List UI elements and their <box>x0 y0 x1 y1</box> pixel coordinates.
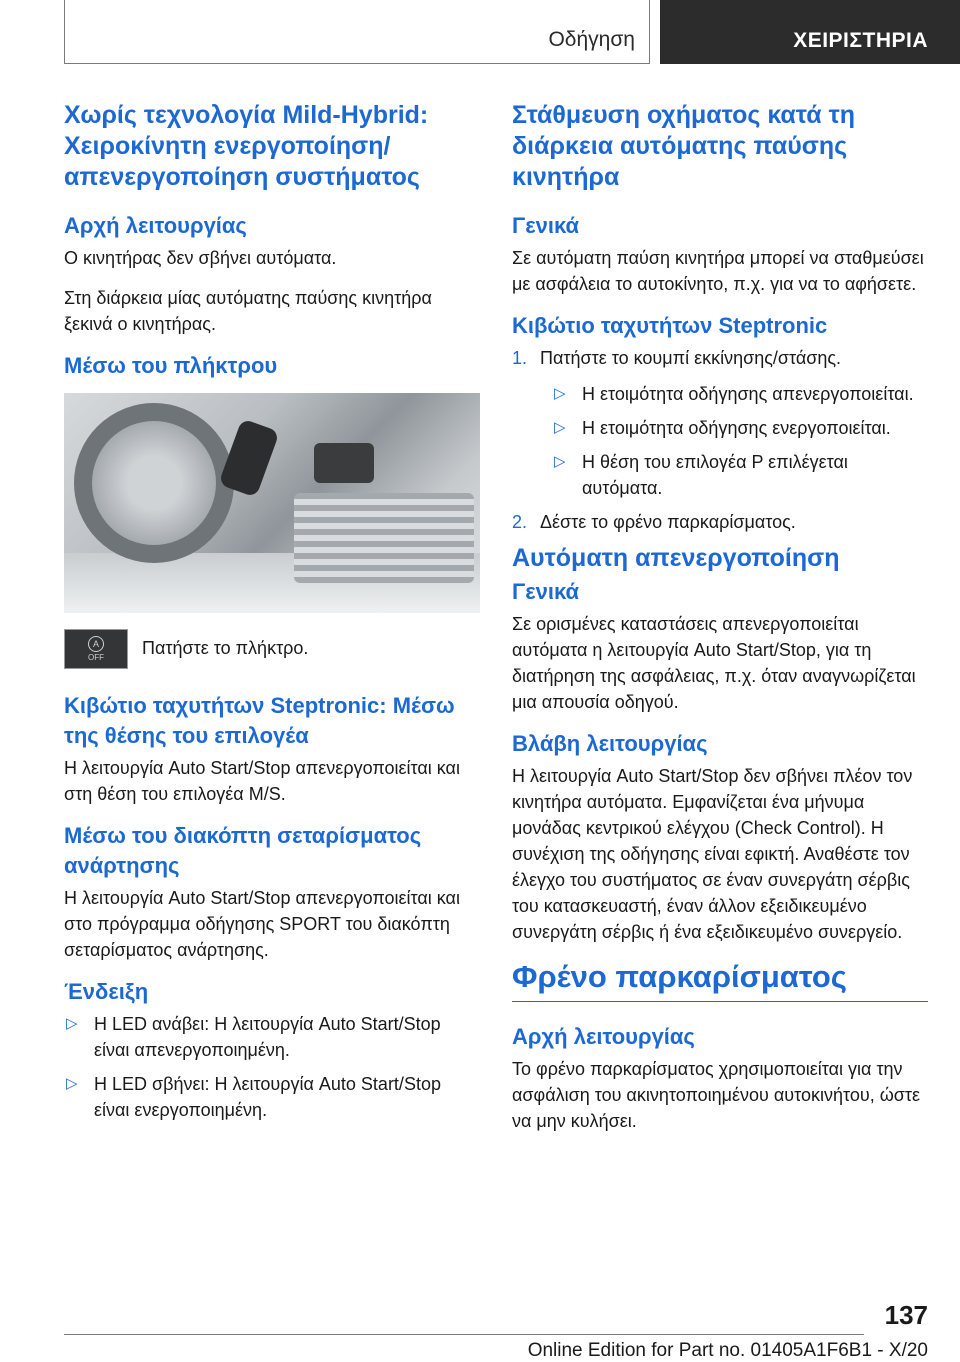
heading-steptronic: Κιβώτιο ταχυτήτων Steptronic: Μέσω της θέσης του επιλογέα <box>64 693 455 748</box>
page-number: 137 <box>884 1300 928 1330</box>
heading-auto-deactivation: Αυτόματη απενεργοποίηση <box>512 544 840 572</box>
paragraph: Σε αυτόματη παύση κινητήρα μπορεί να σταθμεύσει με ασφάλεια το αυτοκίνητο, π.χ. για να το αφήσετε. <box>512 248 924 294</box>
step-number: 1. <box>512 348 528 368</box>
chapter-tab <box>660 0 960 64</box>
list-item: ▷ Η ετοιμότητα οδήγησης ενεργοποιείται. <box>552 415 928 441</box>
photo-button <box>314 443 374 483</box>
triangle-bullet-icon: ▷ <box>554 385 566 402</box>
edition-text: Online Edition for Part no. 01405A1F6B1 - X/20 <box>527 1340 928 1361</box>
list-item: ▷ Η ετοιμότητα οδήγησης απενεργοποιείται. <box>552 381 928 407</box>
heading-switch: Μέσω του διακόπτη σεταρίσματος ανάρτησης <box>64 823 422 878</box>
photo-vent <box>294 493 474 583</box>
photo-steering-wheel <box>74 403 234 563</box>
section-rule <box>512 1001 928 1002</box>
indicator-list <box>64 1011 480 1123</box>
paragraph: Ο κινητήρας δεν σβήνει αυτόματα. <box>64 248 337 268</box>
list-item: ▷ Η LED σβήνει: Η λειτουργία Auto Start/Stop είναι ενεργοποιημένη. <box>64 1071 480 1123</box>
heading-steptronic: Κιβώτιο ταχυτήτων Steptronic <box>512 313 828 338</box>
paragraph: Η λειτουργία Auto Start/Stop απενεργοποιείται και στη θέση του επιλογέα M/S. <box>64 758 460 804</box>
heading-general: Γενικά <box>512 579 580 604</box>
a-circle-icon: A <box>88 636 104 652</box>
heading-indicator: Ένδειξη <box>64 979 149 1004</box>
heading-parking-brake: Φρένο παρκαρίσματος <box>512 959 847 994</box>
steps-list <box>512 345 928 535</box>
paragraph: Το φρένο παρκαρίσματος χρησιμοποιείται για την ασφάλιση του ακινητοποιημένου αυτοκινήτου, ώστε να μην κυλήσει. <box>512 1059 921 1131</box>
step-text: Δέστε το φρένο παρκαρίσματος. <box>540 512 796 532</box>
heading-principle: Αρχή λειτουργίας <box>512 1024 695 1049</box>
step-number: 2. <box>512 512 528 532</box>
list-item: ▷ Η θέση του επιλογέα P επιλέγεται αυτόματα. <box>552 449 928 501</box>
triangle-bullet-icon: ▷ <box>66 1015 78 1032</box>
heading-principle: Αρχή λειτουργίας <box>64 213 247 238</box>
footer-rule <box>64 1334 864 1335</box>
right-title: Στάθμευση οχήματος κατά τη διάρκεια αυτόματης παύσης κινητήρα <box>512 101 856 191</box>
photo-stalk <box>218 418 280 497</box>
right-column <box>512 100 928 1148</box>
substep-list <box>540 381 928 501</box>
section-tab <box>64 0 650 64</box>
left-column <box>64 100 480 1133</box>
paragraph: Στη διάρκεια μίας αυτόματης παύσης κινητήρα ξεκινά ο κινητήρας. <box>64 288 432 334</box>
triangle-bullet-icon: ▷ <box>66 1075 78 1092</box>
auto-start-stop-off-icon <box>64 629 128 669</box>
dashboard-photo <box>64 393 480 613</box>
heading-general: Γενικά <box>512 213 580 238</box>
heading-button: Μέσω του πλήκτρου <box>64 353 278 378</box>
off-label: OFF <box>88 653 104 662</box>
left-title: Χωρίς τεχνολογία Mild-Hybrid: Χειροκίνητη ενεργοποίηση/απενεργοποίηση συστήματος <box>64 101 429 191</box>
heading-fault: Βλάβη λειτουργίας <box>512 731 708 756</box>
step-item <box>512 509 928 535</box>
paragraph: Η λειτουργία Auto Start/Stop απενεργοποιείται και στο πρόγραμμα οδήγησης SPORT του διακόπτη σεταρίσματος ανάρτησης. <box>64 888 460 960</box>
section-label: Οδήγηση <box>548 28 635 51</box>
chapter-label: ΧΕΙΡΙΣΤΗΡΙΑ <box>793 29 928 52</box>
paragraph: Σε ορισμένες καταστάσεις απενεργοποιείται αυτόματα η λειτουργία Auto Start/Stop, για τη διατήρηση της ασφάλειας, π.χ. όταν αναγνωρίζεται μια απουσία οδηγού. <box>512 614 916 712</box>
page-header <box>64 0 960 66</box>
paragraph: Η λειτουργία Auto Start/Stop δεν σβήνει πλέον τον κινητήρα αυτόματα. Εμφανίζεται ένα μήνυμα μονάδας κεντρικού ελέγχου (Check Control). Η συνέχιση της οδήγησης είναι εφικτή. Αναθέστε τον έλεγχο του συστήματος σε έναν συνεργάτη σέρβις του κατασκευαστή, έναν άλλον εξειδικευμένο συνεργάτη σέρβις ή ένα εξειδικευμένο συνεργείο. <box>512 766 913 942</box>
triangle-bullet-icon: ▷ <box>554 419 566 436</box>
list-item: ▷ Η LED ανάβει: Η λειτουργία Auto Start/Stop είναι απενεργοποιημένη. <box>64 1011 480 1063</box>
step-text: Πατήστε το κουμπί εκκίνησης/στάσης. <box>540 348 842 368</box>
triangle-bullet-icon: ▷ <box>554 453 566 470</box>
step-item <box>512 345 928 501</box>
button-row <box>64 629 480 669</box>
button-caption: Πατήστε το πλήκτρο. <box>142 638 309 658</box>
